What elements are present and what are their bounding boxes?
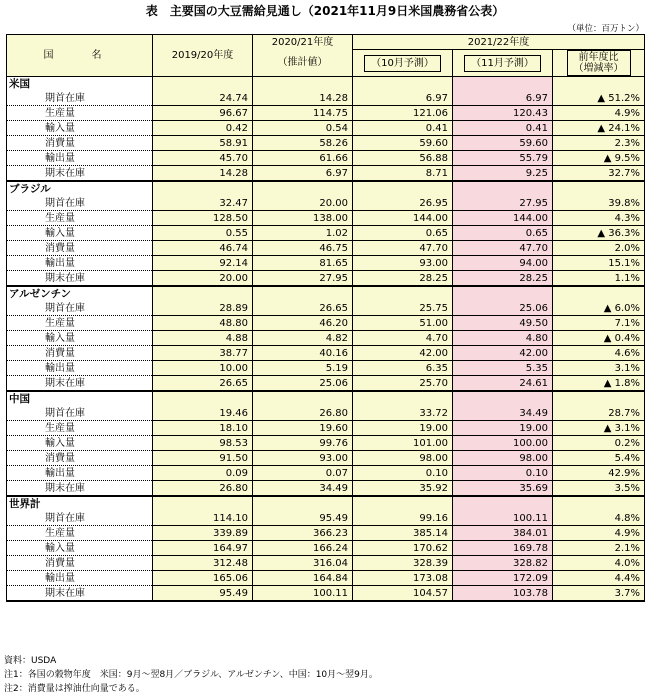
value-2020-21: 95.49 xyxy=(253,511,353,526)
value-2020-21: 26.65 xyxy=(253,301,353,316)
value-oct-forecast: 28.25 xyxy=(353,271,453,287)
value-2020-21: 27.95 xyxy=(253,271,353,287)
value-nov-forecast: 172.09 xyxy=(453,571,553,586)
empty-cell xyxy=(153,391,253,406)
value-nov-forecast: 25.06 xyxy=(453,301,553,316)
value-oct-forecast: 0.41 xyxy=(353,121,453,136)
value-2019-20: 26.65 xyxy=(153,376,253,392)
item-label: 消費量 xyxy=(7,556,153,571)
unit-label: （単位：百万トン） xyxy=(567,24,644,34)
value-yoy-change: ▲ 51.2% xyxy=(553,91,645,106)
value-nov-forecast: 0.65 xyxy=(453,226,553,241)
item-label: 生産量 xyxy=(7,211,153,226)
note-1: 注1：各国の穀物年度 米国：9月～翌8月／ブラジル、アルゼンチン、中国：10月～翌9月。 xyxy=(4,670,378,680)
item-label: 輸入量 xyxy=(7,121,153,136)
value-oct-forecast: 6.35 xyxy=(353,361,453,376)
value-2019-20: 0.09 xyxy=(153,466,253,481)
value-2020-21: 6.97 xyxy=(253,166,353,182)
value-2019-20: 28.89 xyxy=(153,301,253,316)
value-yoy-change: 1.1% xyxy=(553,271,645,287)
country-row xyxy=(7,496,645,511)
table-row xyxy=(7,91,645,106)
value-2019-20: 48.80 xyxy=(153,316,253,331)
value-2019-20: 91.50 xyxy=(153,451,253,466)
value-oct-forecast: 8.71 xyxy=(353,166,453,182)
value-yoy-change: 0.2% xyxy=(553,436,645,451)
value-2019-20: 164.97 xyxy=(153,541,253,556)
value-2020-21: 14.28 xyxy=(253,91,353,106)
table-row xyxy=(7,361,645,376)
table-row xyxy=(7,241,645,256)
empty-cell xyxy=(453,286,553,301)
value-2020-21: 61.66 xyxy=(253,151,353,166)
item-label: 輸入量 xyxy=(7,541,153,556)
item-label: 期首在庫 xyxy=(7,511,153,526)
item-label: 消費量 xyxy=(7,241,153,256)
value-yoy-change: 28.7% xyxy=(553,406,645,421)
table-row xyxy=(7,451,645,466)
table-row xyxy=(7,541,645,556)
value-oct-forecast: 26.95 xyxy=(353,196,453,211)
item-label: 輸出量 xyxy=(7,256,153,271)
empty-cell xyxy=(153,496,253,511)
empty-cell xyxy=(553,496,645,511)
table-row xyxy=(7,586,645,602)
empty-cell xyxy=(253,181,353,196)
value-oct-forecast: 98.00 xyxy=(353,451,453,466)
item-label: 生産量 xyxy=(7,526,153,541)
value-2020-21: 25.06 xyxy=(253,376,353,392)
value-nov-forecast: 35.69 xyxy=(453,481,553,497)
item-label: 輸入量 xyxy=(7,331,153,346)
value-oct-forecast: 25.70 xyxy=(353,376,453,392)
value-oct-forecast: 328.39 xyxy=(353,556,453,571)
empty-cell xyxy=(453,496,553,511)
value-2020-21: 100.11 xyxy=(253,586,353,602)
value-2020-21: 114.75 xyxy=(253,106,353,121)
country-name: 世界計 xyxy=(7,496,153,511)
table-row xyxy=(7,301,645,316)
header-nov-forecast: （11月予測） xyxy=(464,55,541,72)
empty-cell xyxy=(453,391,553,406)
header-2021-22: 2021/22年度 xyxy=(353,35,645,50)
value-nov-forecast: 120.43 xyxy=(453,106,553,121)
value-oct-forecast: 33.72 xyxy=(353,406,453,421)
item-label: 生産量 xyxy=(7,106,153,121)
table-row xyxy=(7,466,645,481)
value-yoy-change: 32.7% xyxy=(553,166,645,182)
value-2019-20: 165.06 xyxy=(153,571,253,586)
item-label: 期首在庫 xyxy=(7,406,153,421)
value-2020-21: 366.23 xyxy=(253,526,353,541)
value-nov-forecast: 19.00 xyxy=(453,421,553,436)
value-nov-forecast: 328.82 xyxy=(453,556,553,571)
empty-cell xyxy=(353,391,453,406)
country-row xyxy=(7,181,645,196)
value-nov-forecast: 0.10 xyxy=(453,466,553,481)
value-2019-20: 38.77 xyxy=(153,346,253,361)
table-row xyxy=(7,331,645,346)
value-oct-forecast: 173.08 xyxy=(353,571,453,586)
value-nov-forecast: 6.97 xyxy=(453,91,553,106)
value-oct-forecast: 104.57 xyxy=(353,586,453,602)
item-label: 輸出量 xyxy=(7,571,153,586)
table-row xyxy=(7,406,645,421)
value-nov-forecast: 100.11 xyxy=(453,511,553,526)
value-yoy-change: 7.1% xyxy=(553,316,645,331)
value-nov-forecast: 34.49 xyxy=(453,406,553,421)
value-2019-20: 4.88 xyxy=(153,331,253,346)
item-label: 期首在庫 xyxy=(7,91,153,106)
value-2019-20: 0.55 xyxy=(153,226,253,241)
value-2020-21: 5.19 xyxy=(253,361,353,376)
value-yoy-change: 3.1% xyxy=(553,361,645,376)
empty-cell xyxy=(253,77,353,92)
value-2019-20: 32.47 xyxy=(153,196,253,211)
value-yoy-change: 39.8% xyxy=(553,196,645,211)
table-row xyxy=(7,136,645,151)
header-oct-forecast: （10月予測） xyxy=(364,55,441,72)
empty-cell xyxy=(253,496,353,511)
value-2020-21: 20.00 xyxy=(253,196,353,211)
value-yoy-change: 2.3% xyxy=(553,136,645,151)
value-yoy-change: 4.9% xyxy=(553,106,645,121)
value-nov-forecast: 47.70 xyxy=(453,241,553,256)
value-oct-forecast: 99.16 xyxy=(353,511,453,526)
value-oct-forecast: 0.10 xyxy=(353,466,453,481)
value-oct-forecast: 59.60 xyxy=(353,136,453,151)
table-row xyxy=(7,376,645,392)
value-2019-20: 95.49 xyxy=(153,586,253,602)
value-oct-forecast: 144.00 xyxy=(353,211,453,226)
table-row xyxy=(7,556,645,571)
value-nov-forecast: 5.35 xyxy=(453,361,553,376)
item-label: 消費量 xyxy=(7,451,153,466)
country-name: ブラジル xyxy=(7,181,153,196)
value-2020-21: 40.16 xyxy=(253,346,353,361)
country-name: 米国 xyxy=(7,77,153,92)
table-row xyxy=(7,211,645,226)
table-body xyxy=(7,77,645,602)
table-row xyxy=(7,421,645,436)
value-oct-forecast: 6.97 xyxy=(353,91,453,106)
value-2020-21: 99.76 xyxy=(253,436,353,451)
value-oct-forecast: 47.70 xyxy=(353,241,453,256)
value-oct-forecast: 385.14 xyxy=(353,526,453,541)
value-2020-21: 0.54 xyxy=(253,121,353,136)
item-label: 期首在庫 xyxy=(7,301,153,316)
country-name: 中国 xyxy=(7,391,153,406)
table-row xyxy=(7,106,645,121)
value-2019-20: 24.74 xyxy=(153,91,253,106)
value-yoy-change: ▲ 24.1% xyxy=(553,121,645,136)
country-row xyxy=(7,77,645,92)
value-2019-20: 19.46 xyxy=(153,406,253,421)
value-nov-forecast: 0.41 xyxy=(453,121,553,136)
value-oct-forecast: 19.00 xyxy=(353,421,453,436)
value-oct-forecast: 0.65 xyxy=(353,226,453,241)
table-row xyxy=(7,571,645,586)
value-yoy-change: 2.1% xyxy=(553,541,645,556)
value-2020-21: 58.26 xyxy=(253,136,353,151)
value-yoy-change: 3.7% xyxy=(553,586,645,602)
value-nov-forecast: 24.61 xyxy=(453,376,553,392)
value-2019-20: 339.89 xyxy=(153,526,253,541)
value-oct-forecast: 51.00 xyxy=(353,316,453,331)
item-label: 輸入量 xyxy=(7,226,153,241)
value-nov-forecast: 42.00 xyxy=(453,346,553,361)
value-2019-20: 96.67 xyxy=(153,106,253,121)
value-yoy-change: 4.9% xyxy=(553,526,645,541)
value-nov-forecast: 49.50 xyxy=(453,316,553,331)
value-yoy-change: 3.5% xyxy=(553,481,645,497)
value-nov-forecast: 103.78 xyxy=(453,586,553,602)
value-oct-forecast: 93.00 xyxy=(353,256,453,271)
empty-cell xyxy=(553,181,645,196)
table-row xyxy=(7,226,645,241)
table-row xyxy=(7,316,645,331)
item-label: 期末在庫 xyxy=(7,481,153,497)
empty-cell xyxy=(553,77,645,92)
value-oct-forecast: 170.62 xyxy=(353,541,453,556)
value-2019-20: 128.50 xyxy=(153,211,253,226)
table-row xyxy=(7,271,645,287)
table-row xyxy=(7,526,645,541)
item-label: 期末在庫 xyxy=(7,166,153,182)
page-title: 表 主要国の大豆需給見通し（2021年11月9日米国農務省公表） xyxy=(145,4,505,18)
value-2020-21: 166.24 xyxy=(253,541,353,556)
value-2020-21: 34.49 xyxy=(253,481,353,497)
value-2020-21: 0.07 xyxy=(253,466,353,481)
source-note: 資料：USDA xyxy=(4,656,57,666)
value-2019-20: 45.70 xyxy=(153,151,253,166)
value-yoy-change: ▲ 0.4% xyxy=(553,331,645,346)
empty-cell xyxy=(253,286,353,301)
header-country-name: 国 名 xyxy=(7,35,153,77)
header-2020-21: 2020/21年度 xyxy=(253,35,353,50)
empty-cell xyxy=(353,496,453,511)
value-oct-forecast: 25.75 xyxy=(353,301,453,316)
value-2019-20: 312.48 xyxy=(153,556,253,571)
value-2019-20: 18.10 xyxy=(153,421,253,436)
value-yoy-change: ▲ 36.3% xyxy=(553,226,645,241)
item-label: 消費量 xyxy=(7,136,153,151)
notes xyxy=(4,654,378,696)
value-yoy-change: 5.4% xyxy=(553,451,645,466)
value-2019-20: 98.53 xyxy=(153,436,253,451)
empty-cell xyxy=(253,391,353,406)
item-label: 輸出量 xyxy=(7,151,153,166)
value-nov-forecast: 98.00 xyxy=(453,451,553,466)
empty-cell xyxy=(153,77,253,92)
table-row xyxy=(7,256,645,271)
value-2019-20: 26.80 xyxy=(153,481,253,497)
header-estimate: （推計値） xyxy=(277,57,328,69)
value-2019-20: 58.91 xyxy=(153,136,253,151)
table-row xyxy=(7,346,645,361)
value-yoy-change: ▲ 6.0% xyxy=(553,301,645,316)
value-2019-20: 92.14 xyxy=(153,256,253,271)
value-nov-forecast: 169.78 xyxy=(453,541,553,556)
table-row xyxy=(7,166,645,182)
table-row xyxy=(7,436,645,451)
empty-cell xyxy=(453,181,553,196)
value-yoy-change: 4.6% xyxy=(553,346,645,361)
item-label: 消費量 xyxy=(7,346,153,361)
value-yoy-change: 4.8% xyxy=(553,511,645,526)
value-nov-forecast: 9.25 xyxy=(453,166,553,182)
item-label: 生産量 xyxy=(7,421,153,436)
value-yoy-change: ▲ 3.1% xyxy=(553,421,645,436)
value-2020-21: 26.80 xyxy=(253,406,353,421)
value-yoy-change: 4.3% xyxy=(553,211,645,226)
value-oct-forecast: 4.70 xyxy=(353,331,453,346)
value-nov-forecast: 384.01 xyxy=(453,526,553,541)
item-label: 期末在庫 xyxy=(7,271,153,287)
value-nov-forecast: 100.00 xyxy=(453,436,553,451)
value-2019-20: 14.28 xyxy=(153,166,253,182)
value-2019-20: 114.10 xyxy=(153,511,253,526)
value-oct-forecast: 121.06 xyxy=(353,106,453,121)
value-yoy-change: 4.4% xyxy=(553,571,645,586)
empty-cell xyxy=(553,286,645,301)
value-2019-20: 46.74 xyxy=(153,241,253,256)
empty-cell xyxy=(453,77,553,92)
value-yoy-change: 2.0% xyxy=(553,241,645,256)
value-yoy-change: 42.9% xyxy=(553,466,645,481)
value-2020-21: 316.04 xyxy=(253,556,353,571)
item-label: 期首在庫 xyxy=(7,196,153,211)
item-label: 期末在庫 xyxy=(7,376,153,392)
value-oct-forecast: 35.92 xyxy=(353,481,453,497)
value-2020-21: 46.75 xyxy=(253,241,353,256)
empty-cell xyxy=(353,77,453,92)
value-yoy-change: ▲ 9.5% xyxy=(553,151,645,166)
value-2020-21: 19.60 xyxy=(253,421,353,436)
item-label: 期末在庫 xyxy=(7,586,153,602)
country-row xyxy=(7,286,645,301)
value-nov-forecast: 144.00 xyxy=(453,211,553,226)
empty-cell xyxy=(153,286,253,301)
item-label: 輸出量 xyxy=(7,361,153,376)
table-row xyxy=(7,121,645,136)
empty-cell xyxy=(353,286,453,301)
value-nov-forecast: 27.95 xyxy=(453,196,553,211)
country-name: アルゼンチン xyxy=(7,286,153,301)
value-yoy-change: 15.1% xyxy=(553,256,645,271)
value-2020-21: 138.00 xyxy=(253,211,353,226)
value-2020-21: 93.00 xyxy=(253,451,353,466)
value-nov-forecast: 4.80 xyxy=(453,331,553,346)
value-nov-forecast: 28.25 xyxy=(453,271,553,287)
item-label: 輸出量 xyxy=(7,466,153,481)
value-2020-21: 1.02 xyxy=(253,226,353,241)
value-nov-forecast: 55.79 xyxy=(453,151,553,166)
value-nov-forecast: 94.00 xyxy=(453,256,553,271)
value-2020-21: 164.84 xyxy=(253,571,353,586)
value-2020-21: 81.65 xyxy=(253,256,353,271)
table-row xyxy=(7,196,645,211)
table-row xyxy=(7,481,645,497)
item-label: 輸入量 xyxy=(7,436,153,451)
value-2020-21: 4.82 xyxy=(253,331,353,346)
value-yoy-change: ▲ 1.8% xyxy=(553,376,645,392)
table-row xyxy=(7,151,645,166)
value-2020-21: 46.20 xyxy=(253,316,353,331)
empty-cell xyxy=(553,391,645,406)
country-row xyxy=(7,391,645,406)
soybean-supply-table xyxy=(6,34,645,602)
header-2019-20: 2019/20年度 xyxy=(153,35,253,77)
value-oct-forecast: 101.00 xyxy=(353,436,453,451)
value-oct-forecast: 42.00 xyxy=(353,346,453,361)
value-yoy-change: 4.0% xyxy=(553,556,645,571)
value-oct-forecast: 56.88 xyxy=(353,151,453,166)
value-2019-20: 10.00 xyxy=(153,361,253,376)
value-2019-20: 0.42 xyxy=(153,121,253,136)
empty-cell xyxy=(153,181,253,196)
value-2019-20: 20.00 xyxy=(153,271,253,287)
table-row xyxy=(7,511,645,526)
item-label: 生産量 xyxy=(7,316,153,331)
header-yoy-change: 前年度比 （増減率） xyxy=(567,50,631,76)
empty-cell xyxy=(353,181,453,196)
note-2: 注2：消費量は搾油仕向量である。 xyxy=(4,684,145,694)
value-nov-forecast: 59.60 xyxy=(453,136,553,151)
